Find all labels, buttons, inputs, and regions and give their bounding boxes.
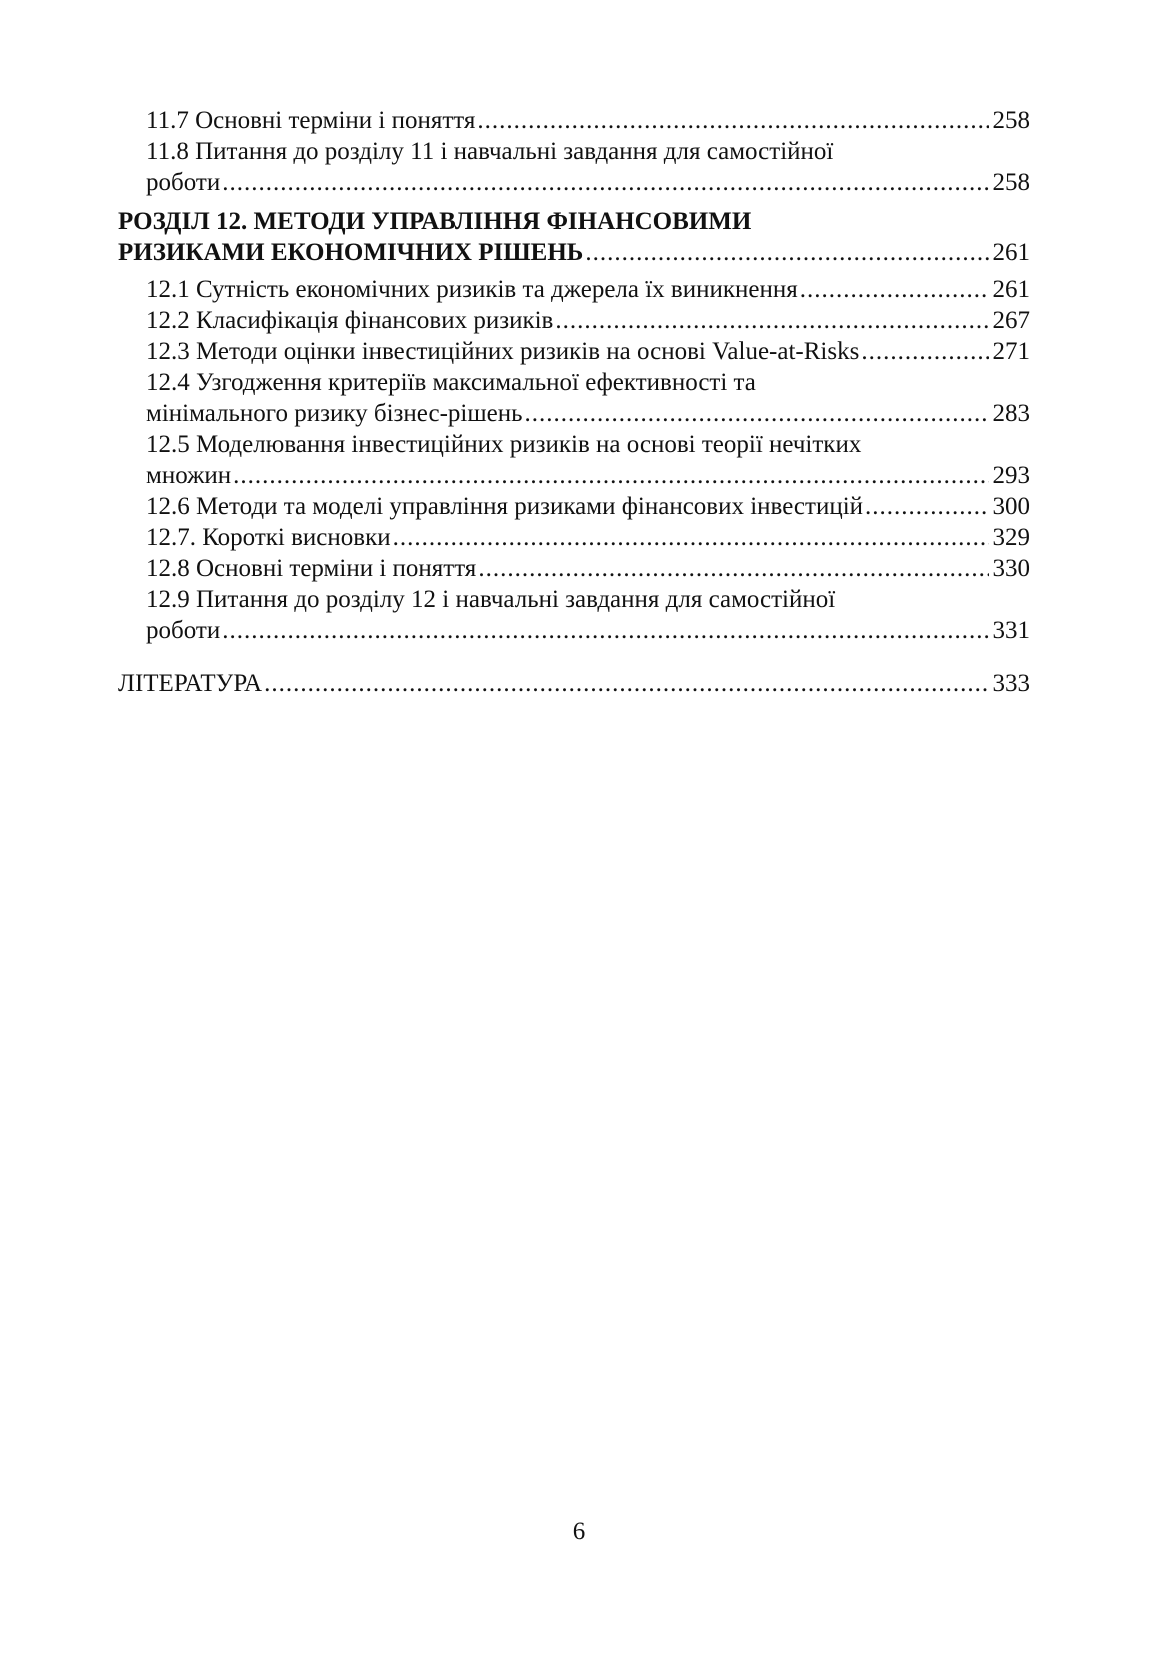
toc-entry-title: ЛІТЕРАТУРА <box>118 670 263 697</box>
toc-page-number: 267 <box>992 307 1030 334</box>
toc-entry-title: 11.7 Основні терміни і поняття <box>146 107 476 134</box>
toc-entry-12-2 <box>118 305 1030 336</box>
toc-entry-12-3 <box>118 336 1030 367</box>
toc-entry-title: 12.4 Узгодження критеріїв максимальної ефективності та <box>146 369 756 396</box>
toc-page-number: 271 <box>992 338 1030 365</box>
toc-entry-12-9 <box>118 584 1030 646</box>
toc-page-number: 293 <box>992 462 1030 489</box>
toc-entry-11-7 <box>118 105 1030 136</box>
toc-entry-title-cont: роботи <box>146 169 221 196</box>
toc-entry-title-cont: множин <box>146 462 232 489</box>
toc-page-number: 261 <box>992 239 1030 266</box>
table-of-contents <box>118 105 1030 699</box>
toc-entry-12-4 <box>118 367 1030 429</box>
toc-entry-title: 11.8 Питання до розділу 11 і навчальні завдання для самостійної <box>146 138 834 165</box>
toc-page-number: 331 <box>992 617 1030 644</box>
toc-page-number: 261 <box>992 276 1030 303</box>
toc-page-number: 258 <box>992 107 1030 134</box>
dot-leader <box>264 668 988 699</box>
toc-entry-title: 12.9 Питання до розділу 12 і навчальні завдання для самостійної <box>146 586 836 613</box>
dot-leader <box>800 274 989 305</box>
toc-entry-12-1 <box>118 274 1030 305</box>
toc-page-number: 329 <box>992 524 1030 551</box>
dot-leader <box>233 460 988 491</box>
dot-leader <box>222 167 988 198</box>
dot-leader <box>222 615 988 646</box>
dot-leader <box>478 553 988 584</box>
toc-entry-12-8 <box>118 553 1030 584</box>
dot-leader <box>865 491 988 522</box>
dot-leader <box>393 522 989 553</box>
toc-entry-title-cont: роботи <box>146 617 221 644</box>
toc-page-number: 258 <box>992 169 1030 196</box>
toc-page-number: 300 <box>992 493 1030 520</box>
dot-leader <box>555 305 988 336</box>
toc-entry-title: 12.7. Короткі висновки <box>146 524 391 551</box>
dot-leader <box>477 105 988 136</box>
page-number: 6 <box>572 1518 586 1545</box>
toc-entry-literature <box>118 668 1030 699</box>
chapter-title: РОЗДІЛ 12. МЕТОДИ УПРАВЛІННЯ ФІНАНСОВИМИ <box>118 208 752 235</box>
toc-entry-12-7 <box>118 522 1030 553</box>
toc-entry-title: 12.6 Методи та моделі управління ризиками фінансових інвестицій <box>146 493 864 520</box>
toc-entry-12-6 <box>118 491 1030 522</box>
toc-chapter-12 <box>118 206 1030 268</box>
toc-entry-title: 12.1 Сутність економічних ризиків та джерела їх виникнення <box>146 276 798 303</box>
toc-entry-title: 12.2 Класифікація фінансових ризиків <box>146 307 554 334</box>
toc-entry-title: 12.5 Моделювання інвестиційних ризиків на основі теорії нечітких <box>146 431 862 458</box>
toc-entry-title: 12.8 Основні терміни і поняття <box>146 555 477 582</box>
toc-entry-title-cont: мінімального ризику бізнес-рішень <box>146 400 523 427</box>
dot-leader <box>525 398 989 429</box>
toc-entry-12-5 <box>118 429 1030 491</box>
toc-page-number: 333 <box>992 670 1030 697</box>
dot-leader <box>585 237 988 268</box>
toc-entry-11-8 <box>118 136 1030 198</box>
toc-page-number: 330 <box>992 555 1030 582</box>
chapter-title-cont: РИЗИКАМИ ЕКОНОМІЧНИХ РІШЕНЬ <box>118 239 584 266</box>
toc-page-number: 283 <box>992 400 1030 427</box>
dot-leader <box>861 336 988 367</box>
toc-entry-title: 12.3 Методи оцінки інвестиційних ризиків на основі Value-at-Risks <box>146 338 860 365</box>
